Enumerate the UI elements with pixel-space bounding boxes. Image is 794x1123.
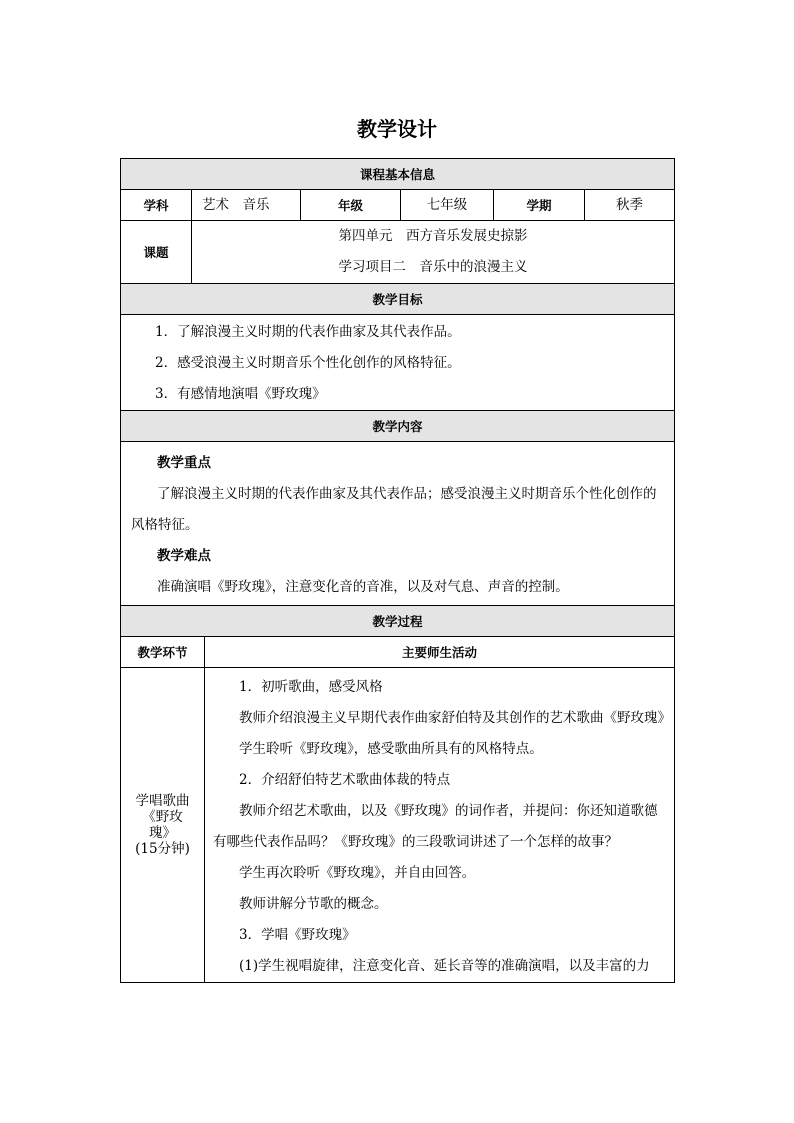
basic-info-header: 课程基本信息 xyxy=(121,159,675,190)
activity-item: 3．学唱《野玫瑰》 xyxy=(239,927,356,943)
grade-value: 七年级 xyxy=(401,190,494,221)
key-point-label: 教学重点 xyxy=(157,455,211,471)
stage-line: 瑰》 xyxy=(149,825,176,841)
basic-info-header-row xyxy=(121,159,675,190)
stage-line: (15分钟) xyxy=(135,841,190,858)
difficulty-text: 准确演唱《野玫瑰》，注意变化音的音准，以及对气息、声音的控制。 xyxy=(157,579,569,595)
objective-item: 2．感受浪漫主义时期音乐个性化创作的风格特征。 xyxy=(155,355,461,371)
term-label: 学期 xyxy=(494,190,585,221)
activity-item: 学生再次聆听《野玫瑰》，并自由回答。 xyxy=(239,865,476,881)
subject-value: 艺术 音乐 xyxy=(192,190,301,221)
activity-cell xyxy=(205,668,675,983)
lesson-plan-table xyxy=(120,158,675,983)
activity-item: 教师讲解分节歌的概念。 xyxy=(239,896,388,912)
topic-label: 课题 xyxy=(121,221,192,284)
process-column-header-row xyxy=(121,637,675,668)
stage-line: 学唱歌曲 xyxy=(135,792,190,809)
content-header-row xyxy=(121,411,675,442)
topic-value xyxy=(192,221,675,284)
stage-column-header: 教学环节 xyxy=(121,637,205,668)
objective-item: 3．有感情地演唱《野玫瑰》 xyxy=(155,386,326,402)
stage-cell xyxy=(121,668,205,983)
activity-item: 教师介绍浪漫主义早期代表作曲家舒伯特及其创作的艺术歌曲《野玫瑰》 xyxy=(239,710,671,726)
stage-line: 《野玫 xyxy=(142,808,183,825)
difficulty-label: 教学难点 xyxy=(157,548,211,564)
content-body xyxy=(121,442,675,606)
activity-item: 1．初听歌曲，感受风格 xyxy=(239,679,383,695)
objectives-row xyxy=(121,315,675,411)
subject-row xyxy=(121,190,675,221)
objectives-header: 教学目标 xyxy=(121,284,675,315)
activity-item: (1)学生视唱旋律，注意变化音、延长音等的准确演唱，以及丰富的力 xyxy=(239,958,650,974)
process-row xyxy=(121,668,675,983)
term-value: 秋季 xyxy=(585,190,675,221)
topic-row xyxy=(121,221,675,284)
content-header: 教学内容 xyxy=(121,411,675,442)
grade-label: 年级 xyxy=(301,190,401,221)
activity-column-header: 主要师生活动 xyxy=(205,637,675,668)
activity-item: 教师介绍艺术歌曲，以及《野玫瑰》的词作者，并提问：你还知道歌德有哪些代表作品吗？《野玫瑰》的三段歌词讲述了一个怎样的故事？ xyxy=(213,803,658,850)
document-title: 教学设计 xyxy=(357,117,437,141)
process-header: 教学过程 xyxy=(121,606,675,637)
subject-label: 学科 xyxy=(121,190,192,221)
content-row xyxy=(121,442,675,606)
process-header-row xyxy=(121,606,675,637)
activity-item: 学生聆听《野玫瑰》，感受歌曲所具有的风格特点。 xyxy=(239,741,543,757)
activity-item: 2．介绍舒伯特艺术歌曲体裁的特点 xyxy=(239,772,451,788)
topic-line-1: 第四单元 西方音乐发展史掠影 xyxy=(338,228,528,244)
key-point-text: 了解浪漫主义时期的代表作曲家及其代表作品；感受浪漫主义时期音乐个性化创作的风格特征。 xyxy=(131,486,657,533)
objectives-header-row xyxy=(121,284,675,315)
topic-line-2: 学习项目二 音乐中的浪漫主义 xyxy=(338,259,528,275)
objectives-list xyxy=(121,315,675,411)
objective-item: 1．了解浪漫主义时期的代表作曲家及其代表作品。 xyxy=(155,324,461,340)
